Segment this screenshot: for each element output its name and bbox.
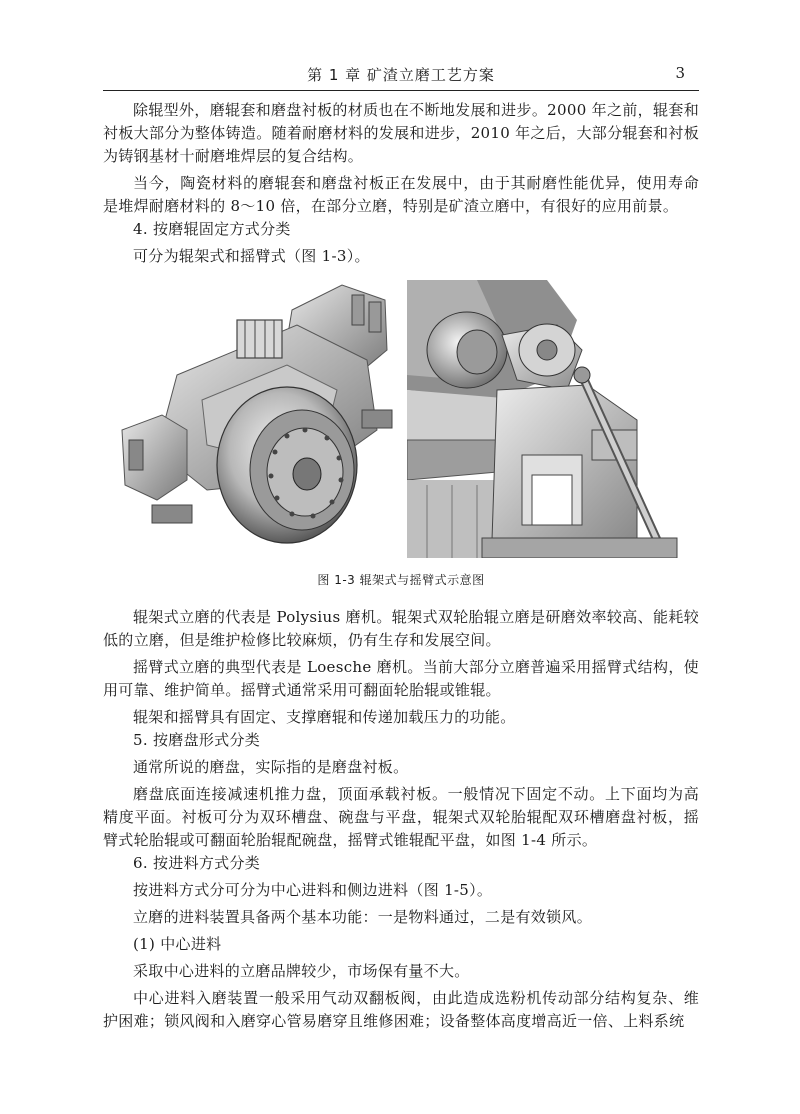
paragraph: 当今，陶瓷材料的磨辊套和磨盘衬板正在发展中，由于其耐磨性能优异，使用寿命是堆焊耐磨材料的 8～10 倍，在部分立磨，特别是矿渣立磨中，有很好的应用前景。	[103, 174, 699, 215]
paragraph: 采取中心进料的立磨品牌较少，市场保有量不大。	[133, 962, 470, 980]
paragraph: 中心进料入磨装置一般采用气动双翻板阀，由此造成选粉机传动部分结构复杂、维护困难；锁风阀和入磨穿心管易磨穿且维修困难；设备整体高度增高近一倍、上料系统	[103, 989, 699, 1030]
chapter-title: 第 1 章 矿渣立磨工艺方案	[307, 66, 495, 84]
page-header	[103, 58, 699, 91]
page-body	[103, 99, 699, 1033]
paragraph: (1) 中心进料	[133, 935, 222, 953]
rocker-arm-illustration	[407, 280, 681, 558]
paragraph: 立磨的进料装置具备两个基本功能：一是物料通过，二是有效锁风。	[133, 908, 593, 926]
paragraph: 磨盘底面连接减速机推力盘，顶面承载衬板。一般情况下固定不动。上下面均为高精度平面。衬板可分为双环槽盘、碗盘与平盘，辊架式双轮胎辊配双环槽磨盘衬板，摇臂式轮胎辊或可翻面轮胎辊配碗盘，摇臂式锥辊配平盘，如图 1-4 所示。	[103, 785, 699, 849]
paragraph: 按进料方式分可分为中心进料和侧边进料（图 1-5）。	[133, 881, 493, 899]
paragraph: 辊架和摇臂具有固定、支撑磨辊和传递加载压力的功能。	[133, 708, 516, 726]
paragraph: 摇臂式立磨的典型代表是 Loesche 磨机。当前大部分立磨普遍采用摇臂式结构，使用可靠、维护简单。摇臂式通常采用可翻面轮胎辊或锥辊。	[103, 658, 699, 699]
roller-frame-illustration	[117, 280, 400, 558]
paragraph: 可分为辊架式和摇臂式（图 1-3）。	[133, 247, 370, 265]
section-heading: 4. 按磨辊固定方式分类	[133, 220, 291, 238]
section-heading: 6. 按进料方式分类	[133, 854, 261, 872]
page-number: 3	[675, 64, 685, 82]
figure-1-3	[103, 278, 699, 563]
section-heading: 5. 按磨盘形式分类	[133, 731, 261, 749]
paragraph: 辊架式立磨的代表是 Polysius 磨机。辊架式双轮胎辊立磨是研磨效率较高、能耗较低的立磨，但是维护检修比较麻烦，仍有生存和发展空间。	[103, 608, 699, 649]
figure-caption: 图 1-3 辊架式与摇臂式示意图	[317, 573, 485, 587]
paragraph: 通常所说的磨盘，实际指的是磨盘衬板。	[133, 758, 409, 776]
paragraph: 除辊型外，磨辊套和磨盘衬板的材质也在不断地发展和进步。2000 年之前，辊套和衬板大部分为整体铸造。随着耐磨材料的发展和进步，2010 年之后，大部分辊套和衬板为铸钢基材十耐磨堆焊层的复合结构。	[103, 101, 699, 165]
